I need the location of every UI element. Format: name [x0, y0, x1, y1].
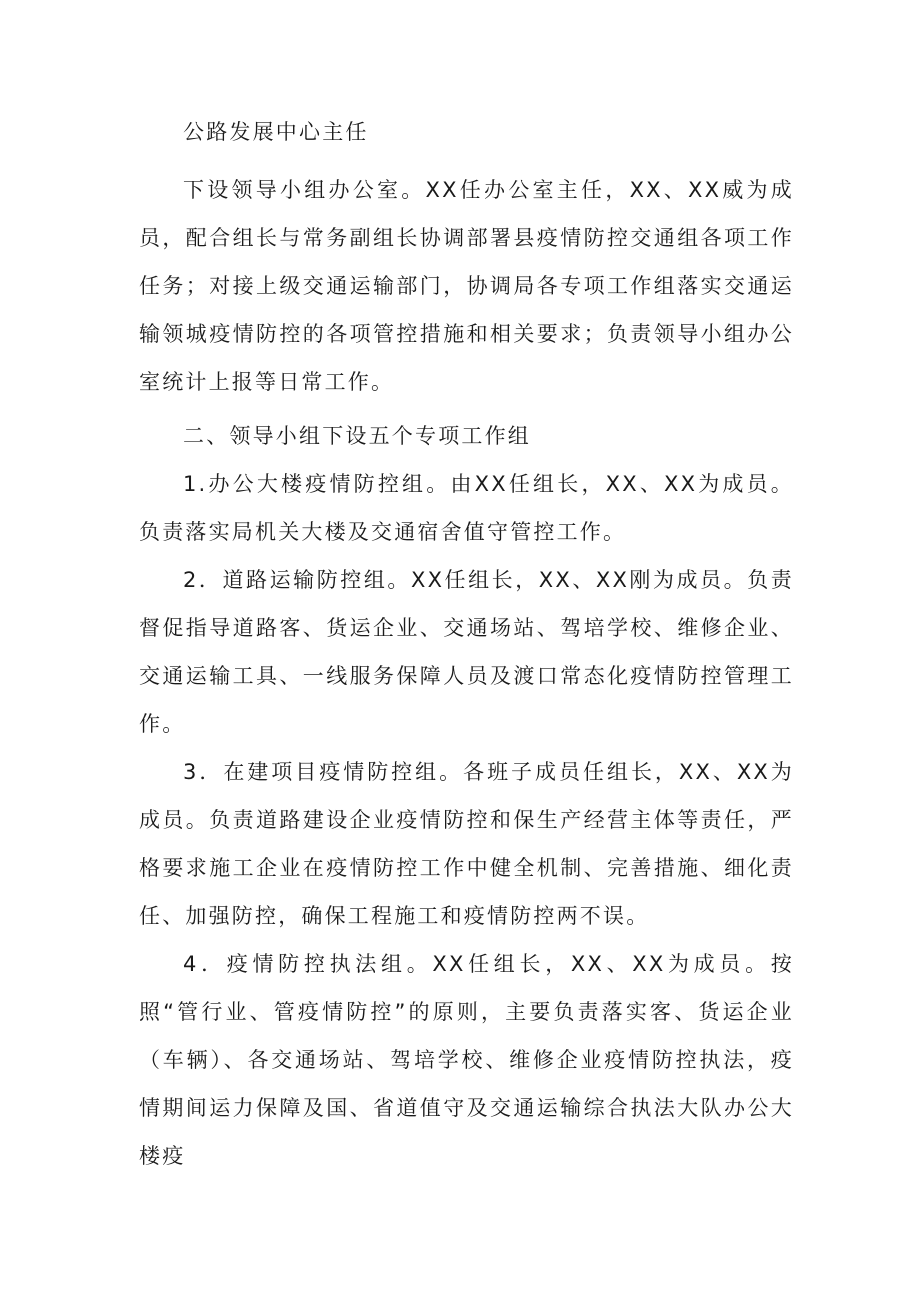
paragraph-title-line: 公路发展中心主任 — [183, 120, 369, 144]
paragraph-group-2-road-transport: 2．道路运输防控组。XX任组长，XX、XX刚为成员。负责督促指导道路客、货运企业、交通场站、驾培学校、维修企业、交通运输工具、一线服务保障人员及渡口常态化疫情防控管理工作。 — [139, 568, 794, 736]
paragraph-group-3-construction-projects: 3．在建项目疫情防控组。各班子成员任组长，XX、XX为成员。负责道路建设企业疫情防控和保生产经营主体等责任，严格要求施工企业在疫情防控工作中健全机制、完善措施、细化责任、加强防控，确保工程施工和疫情防控两不误。 — [139, 760, 794, 928]
paragraph-group-1-office-building: 1.办公大楼疫情防控组。由XX任组长，XX、XX为成员。负责落实局机关大楼及交通宿舍值守管控工作。 — [139, 472, 794, 544]
document-body — [139, 108, 794, 1180]
paragraph-group-4-enforcement: 4．疫情防控执法组。XX任组长，XX、XX为成员。按照“管行业、管疫情防控”的原则，主要负责落实客、货运企业（车辆）、各交通场站、驾培学校、维修企业疫情防控执法，疫情期间运力保障及国、省道值守及交通运输综合执法大队办公大楼疫 — [139, 952, 794, 1168]
paragraph-office-setup: 下设领导小组办公室。XX任办公室主任，XX、XX威为成员，配合组长与常务副组长协调部署县疫情防控交通组各项工作任务；对接上级交通运输部门，协调局各专项工作组落实交通运输领城疫情防控的各项管控措施和相关要求；负责领导小组办公室统计上报等日常工作。 — [139, 178, 794, 394]
section-heading-working-groups: 二、领导小组下设五个专项工作组 — [183, 424, 531, 448]
